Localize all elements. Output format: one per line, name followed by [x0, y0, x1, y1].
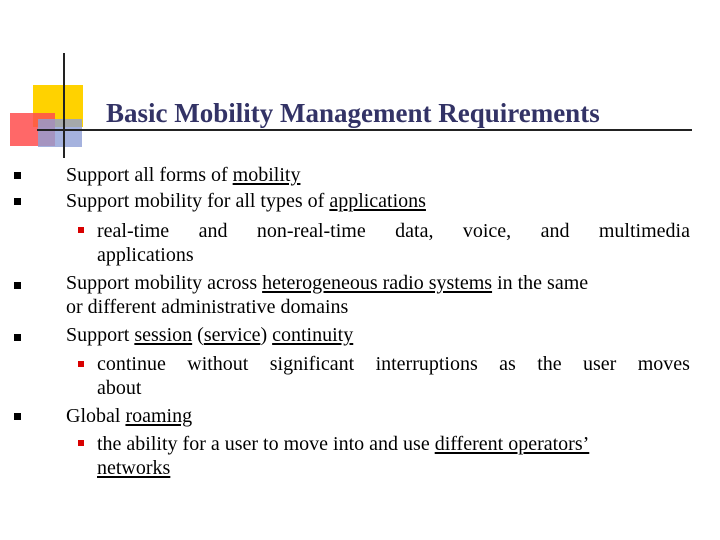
term-heterogeneous-radio-systems: heterogeneous radio systems [262, 272, 493, 294]
sub-bullet-item-5-1 [97, 431, 589, 457]
bullet-text: ( [192, 324, 204, 346]
word: user [583, 353, 617, 375]
bullet-marker [14, 413, 21, 420]
word: data, [395, 220, 434, 242]
word: voice, [462, 220, 512, 242]
bullet-text: the ability for a user to move into and use [97, 433, 435, 455]
bullet-marker [14, 334, 21, 341]
bullet-item-5 [66, 403, 192, 429]
slide-title: Basic Mobility Management Requirements [106, 98, 600, 128]
word: significant [269, 353, 355, 375]
bullet-text: in the same [492, 272, 589, 294]
bullet-item-4 [66, 322, 353, 348]
term-different-operators: different operators’ [434, 433, 590, 455]
word: moves [637, 353, 690, 375]
bullet-text: Support mobility across [66, 272, 263, 294]
bullet-continuation: or different administrative domains [66, 296, 349, 318]
term-roaming: roaming [125, 405, 193, 427]
bullet-marker [14, 172, 21, 179]
bullet-text: Global [66, 405, 126, 427]
word: continue [97, 353, 166, 375]
sub-bullet-marker [78, 440, 84, 446]
bullet-item-1 [66, 162, 300, 188]
word: non-real-time [256, 220, 366, 242]
sub-bullet-continuation [97, 455, 170, 481]
sub-bullet-item-2-1 [97, 218, 690, 244]
bullet-text: Support all forms of [66, 164, 233, 186]
term-mobility: mobility [232, 164, 301, 186]
bullet-marker [14, 282, 21, 289]
bullet-item-2 [66, 188, 426, 214]
word: multimedia [598, 220, 690, 242]
sub-bullet-continuation: applications [97, 244, 194, 266]
term-continuity: continuity [272, 324, 354, 346]
sub-bullet-continuation: about [97, 377, 142, 399]
word: the [537, 353, 562, 375]
bullet-item-3 [66, 270, 588, 296]
word: interruptions [375, 353, 478, 375]
word: without [187, 353, 249, 375]
bullet-marker [14, 198, 21, 205]
sub-bullet-marker [78, 361, 84, 367]
bullet-text: ) [260, 324, 273, 346]
term-networks: networks [97, 457, 171, 479]
term-applications: applications [329, 190, 426, 212]
bullet-text: Support mobility for all types of [66, 190, 330, 212]
sub-bullet-marker [78, 227, 84, 233]
word: and [540, 220, 570, 242]
word: as [499, 353, 516, 375]
word: real-time [97, 220, 170, 242]
word: and [198, 220, 228, 242]
term-service: service [203, 324, 261, 346]
bullet-text: Support [66, 324, 135, 346]
sub-bullet-item-4-1 [97, 351, 690, 377]
term-session: session [134, 324, 193, 346]
